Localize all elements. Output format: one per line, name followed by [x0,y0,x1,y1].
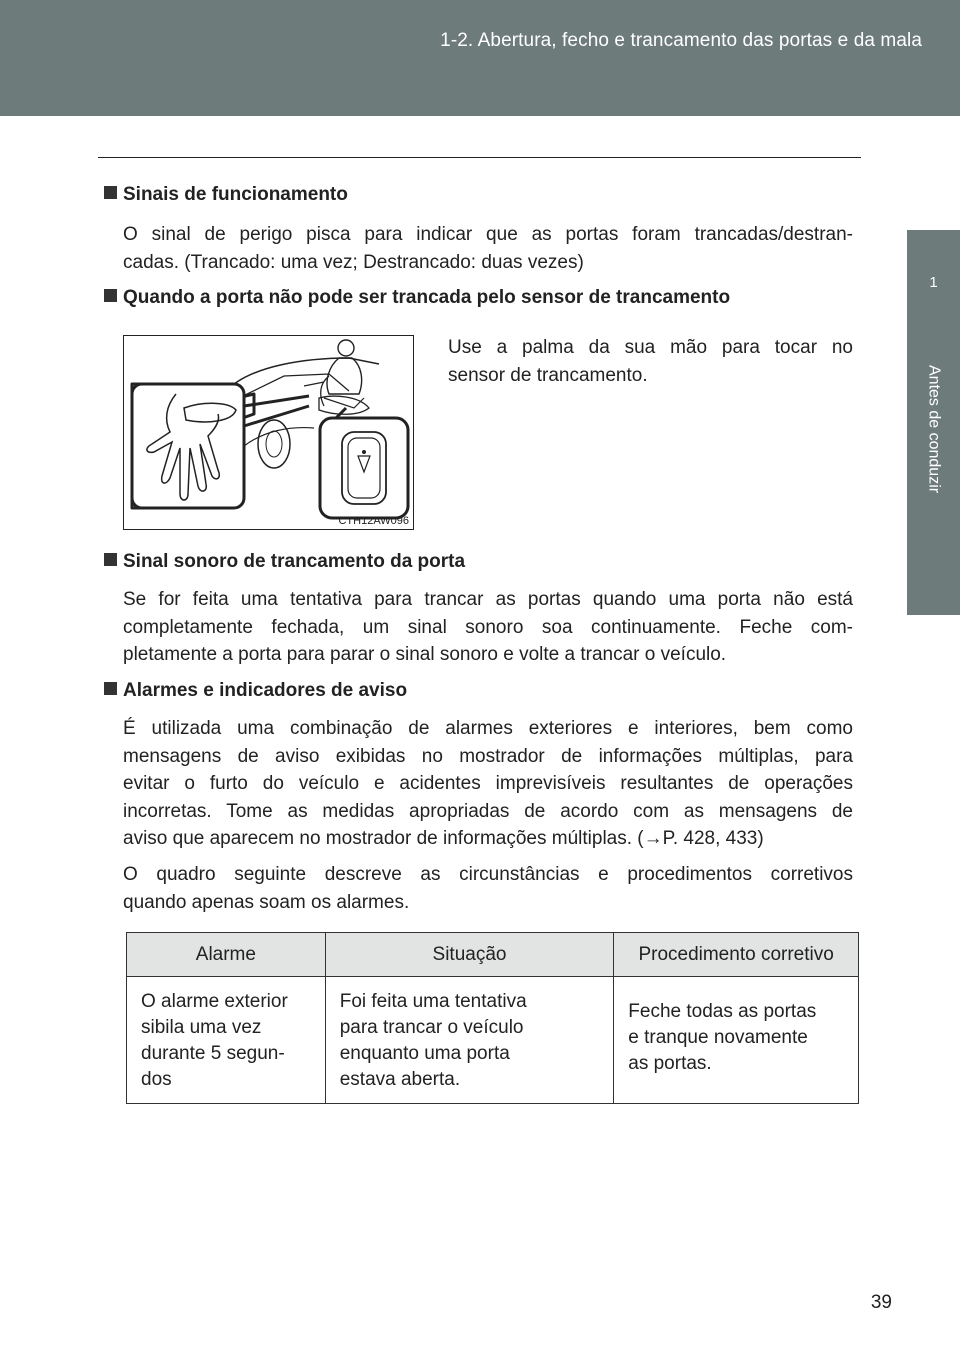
square-bullet-icon [104,289,117,302]
alarm-table [126,932,859,1104]
car-door-hand-key-illustration [124,336,412,528]
paragraph-sensor-lock: Use a palma da sua mão para tocar no sensor de trancamento. [448,337,853,386]
column-header-alarm: Alarme [127,933,326,977]
paragraph-door-lock-buzzer: Se for feita uma tentativa para trancar as portas quando uma porta não está completamente fechada, um sinal sonoro soa continuamente. Feche com- pletamente a porta para parar o sinal sonoro e volte a trancar o veículo. [123,589,853,665]
section-heading-door-lock-buzzer: Sinal sonoro de trancamento da porta [104,551,465,573]
paragraph-table-intro: O quadro seguinte descreve as circunstâncias e procedimentos corretivos quando apenas soam os alarmes. [123,864,853,913]
chapter-label-tab [907,355,960,615]
cell-alarm: O alarme exterior sibila uma vez durante 5 segun- dos [127,977,326,1104]
page-number: 39 [870,1292,892,1313]
square-bullet-icon [104,186,117,199]
chapter-label: Antes de conduzir [925,365,943,494]
table-row [127,977,859,1104]
square-bullet-icon [104,682,117,695]
chapter-title: 1-2. Abertura, fecho e trancamento das portas e da mala [440,30,922,51]
table-header-row [127,933,859,977]
section-heading-sensor-lock: Quando a porta não pode ser trancada pelo sensor de trancamento [104,287,730,309]
top-rule [98,157,861,158]
chapter-number-tab [907,230,960,355]
figure-code: CTH12AW096 [338,515,409,527]
square-bullet-icon [104,553,117,566]
cell-procedure: Feche todas as portas e tranque novamente as portas. [614,977,859,1104]
section-heading-operation-signals: Sinais de funcionamento [104,184,348,206]
chapter-number: 1 [929,274,938,291]
page-header [0,0,960,116]
column-header-situation: Situação [325,933,614,977]
cell-situation: Foi feita uma tentativa para trancar o veículo enquanto uma porta estava aberta. [325,977,614,1104]
paragraph-alarms-warnings: É utilizada uma combinação de alarmes exteriores e interiores, bem como mensagens de aviso exibidas no mostrador de informações múltiplas, para evitar o furto do veículo e acidentes imprevisíveis resultantes de operações incorretas. Tome as medidas apropriadas de acordo com as mensagens de aviso que aparecem no mostrador de informações múltiplas. (→P. 428, 433) [123,718,853,849]
paragraph-operation-signals: O sinal de perigo pisca para indicar que as portas foram trancadas/destran- cadas. (Trancado: uma vez; Destrancado: duas vezes) [123,224,853,273]
section-heading-alarms-warnings: Alarmes e indicadores de aviso [104,680,407,702]
figure-lock-sensor-illustration [123,335,414,530]
column-header-procedure: Procedimento corretivo [614,933,859,977]
